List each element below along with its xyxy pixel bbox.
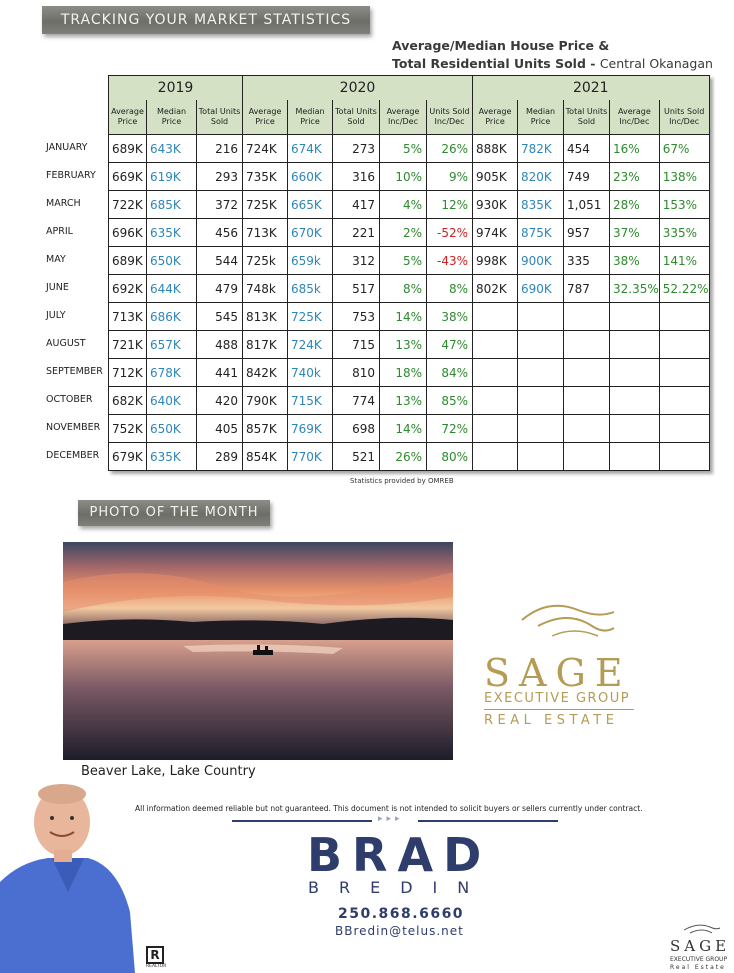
month-label: JUNE	[46, 282, 69, 293]
cell-2020-total-units: 273	[333, 135, 380, 163]
table-row	[109, 443, 710, 471]
cell-2021-total-units: 957	[564, 219, 610, 247]
cell-2021-avg-incdec	[610, 303, 660, 331]
table-row	[109, 359, 710, 387]
cell-2021-median-price: 835K	[518, 191, 564, 219]
cell-2020-avg-incdec: 13%	[380, 387, 427, 415]
small-sage-word: SAGE	[670, 937, 731, 955]
cell-2021-avg-incdec: 28%	[610, 191, 660, 219]
cell-2019-avg-price: 669K	[109, 163, 147, 191]
cell-2020-median-price: 724K	[288, 331, 333, 359]
cell-2020-avg-incdec: 14%	[380, 303, 427, 331]
cell-2021-avg-incdec	[610, 415, 660, 443]
table-row	[109, 219, 710, 247]
divider-right	[418, 820, 558, 822]
cell-2020-avg-incdec: 2%	[380, 219, 427, 247]
realtor-r-icon: R	[146, 946, 164, 964]
cell-2020-units-incdec: 9%	[427, 163, 473, 191]
cell-2020-median-price: 685k	[288, 275, 333, 303]
cell-2021-total-units	[564, 387, 610, 415]
cell-2020-total-units: 221	[333, 219, 380, 247]
cell-2020-total-units: 312	[333, 247, 380, 275]
cell-2021-avg-price: 974K	[473, 219, 518, 247]
chart-title-main: Total Residential Units Sold	[392, 56, 586, 71]
table-row	[109, 331, 710, 359]
cell-2020-avg-price: 725K	[243, 191, 288, 219]
cell-2019-total-units: 545	[197, 303, 243, 331]
cell-2020-avg-incdec: 4%	[380, 191, 427, 219]
table-row	[109, 191, 710, 219]
col-2021-total-units: Total Units Sold	[564, 100, 610, 135]
cell-2021-units-incdec	[659, 331, 709, 359]
col-2021-average-price: Average Price	[473, 100, 518, 135]
photo-banner-text: PHOTO OF THE MONTH	[89, 505, 259, 520]
cell-2021-units-incdec: 52.22%	[659, 275, 709, 303]
table-row	[109, 387, 710, 415]
cell-2020-median-price: 674K	[288, 135, 333, 163]
cell-2021-avg-incdec: 37%	[610, 219, 660, 247]
cell-2020-avg-price: 713K	[243, 219, 288, 247]
month-label: OCTOBER	[46, 394, 93, 405]
chart-title-separator: -	[585, 56, 600, 71]
cell-2021-median-price	[518, 443, 564, 471]
cell-2019-median-price: 643K	[147, 135, 197, 163]
cell-2019-median-price: 640K	[147, 387, 197, 415]
cell-2021-median-price	[518, 331, 564, 359]
disclaimer-text: All information deemed reliable but not guaranteed. This document is not intended to solicit buyers or sellers currently under contract.	[135, 804, 643, 813]
cell-2020-avg-price: 735K	[243, 163, 288, 191]
table-row	[109, 415, 710, 443]
cell-2021-median-price: 690K	[518, 275, 564, 303]
cell-2020-total-units: 774	[333, 387, 380, 415]
cell-2020-median-price: 770K	[288, 443, 333, 471]
col-2019-average-price: Average Price	[109, 100, 147, 135]
month-label: NOVEMBER	[46, 422, 101, 433]
cell-2019-median-price: 644K	[147, 275, 197, 303]
cell-2020-units-incdec: 47%	[427, 331, 473, 359]
cell-2020-units-incdec: 26%	[427, 135, 473, 163]
small-sage-line2: Real Estate	[670, 964, 726, 971]
cell-2021-units-incdec	[659, 443, 709, 471]
month-label: SEPTEMBER	[46, 366, 103, 377]
chart-title-line1: Average/Median House Price &	[392, 38, 610, 53]
table-row	[109, 135, 710, 163]
agent-phone: 250.868.6660	[338, 906, 465, 922]
cell-2019-median-price: 650K	[147, 247, 197, 275]
chart-title-region: Central Okanagan	[599, 56, 713, 71]
cell-2020-median-price: 670K	[288, 219, 333, 247]
cell-2020-avg-incdec: 13%	[380, 331, 427, 359]
cell-2021-avg-price: 888K	[473, 135, 518, 163]
cell-2019-avg-price: 712K	[109, 359, 147, 387]
cell-2019-total-units: 293	[197, 163, 243, 191]
cell-2019-total-units: 420	[197, 387, 243, 415]
cell-2021-total-units: 1,051	[564, 191, 610, 219]
cell-2021-units-incdec: 138%	[659, 163, 709, 191]
cell-2020-total-units: 517	[333, 275, 380, 303]
cell-2019-avg-price: 689K	[109, 135, 147, 163]
market-statistics-table	[108, 75, 710, 471]
cell-2020-units-incdec: 72%	[427, 415, 473, 443]
month-label: MAY	[46, 254, 66, 265]
cell-2021-total-units: 749	[564, 163, 610, 191]
cell-2020-units-incdec: 12%	[427, 191, 473, 219]
cell-2019-total-units: 456	[197, 219, 243, 247]
col-2019-median-price: Median Price	[147, 100, 197, 135]
cell-2021-units-incdec	[659, 415, 709, 443]
realtor-label: REALTOR	[146, 964, 167, 969]
cell-2019-total-units: 544	[197, 247, 243, 275]
cell-2020-avg-price: 724K	[243, 135, 288, 163]
cell-2019-median-price: 685K	[147, 191, 197, 219]
sage-logo-line2: REAL ESTATE	[484, 713, 619, 728]
sage-logo-word: SAGE	[484, 651, 632, 695]
year-header-row	[109, 76, 710, 101]
cell-2019-avg-price: 713K	[109, 303, 147, 331]
cell-2021-median-price	[518, 387, 564, 415]
cell-2019-median-price: 635K	[147, 443, 197, 471]
cell-2021-median-price	[518, 303, 564, 331]
chart-title-line2	[392, 56, 713, 71]
cell-2019-avg-price: 689K	[109, 247, 147, 275]
small-sage-logo	[668, 922, 734, 972]
cell-2021-avg-incdec	[610, 359, 660, 387]
month-label: DECEMBER	[46, 450, 100, 461]
cell-2021-total-units	[564, 331, 610, 359]
market-stats-banner-text: TRACKING YOUR MARKET STATISTICS	[60, 12, 352, 28]
cell-2020-median-price: 769K	[288, 415, 333, 443]
cell-2020-avg-incdec: 14%	[380, 415, 427, 443]
cell-2019-avg-price: 721K	[109, 331, 147, 359]
cell-2021-median-price: 820K	[518, 163, 564, 191]
cell-2021-avg-incdec: 23%	[610, 163, 660, 191]
sage-logo-divider	[484, 709, 634, 710]
year-2021-header: 2021	[473, 76, 710, 101]
cell-2021-avg-price: 802K	[473, 275, 518, 303]
cell-2021-avg-incdec	[610, 331, 660, 359]
cell-2021-total-units: 454	[564, 135, 610, 163]
cell-2020-total-units: 316	[333, 163, 380, 191]
cell-2021-avg-price	[473, 387, 518, 415]
cell-2019-avg-price: 722K	[109, 191, 147, 219]
cell-2020-median-price: 715K	[288, 387, 333, 415]
realtor-logo	[146, 946, 166, 970]
col-2021-median-price: Median Price	[518, 100, 564, 135]
cell-2021-median-price	[518, 359, 564, 387]
cell-2020-units-incdec: 38%	[427, 303, 473, 331]
cell-2021-total-units: 335	[564, 247, 610, 275]
year-2019-header: 2019	[109, 76, 243, 101]
cell-2020-median-price: 665K	[288, 191, 333, 219]
cell-2020-units-incdec: -43%	[427, 247, 473, 275]
cell-2020-avg-price: 857K	[243, 415, 288, 443]
market-stats-banner	[42, 6, 370, 34]
agent-email: BBredin@telus.net	[335, 924, 464, 938]
table-row	[109, 163, 710, 191]
cell-2019-median-price: 657K	[147, 331, 197, 359]
cell-2021-avg-incdec: 32.35%	[610, 275, 660, 303]
column-header-row	[109, 100, 710, 135]
cell-2020-units-incdec: 80%	[427, 443, 473, 471]
cell-2020-units-incdec: -52%	[427, 219, 473, 247]
cell-2020-units-incdec: 84%	[427, 359, 473, 387]
month-label: FEBRUARY	[46, 170, 96, 181]
sage-logo-line1: EXECUTIVE GROUP	[484, 691, 631, 706]
cell-2021-avg-incdec	[610, 443, 660, 471]
cell-2019-avg-price: 752K	[109, 415, 147, 443]
cell-2021-units-incdec: 67%	[659, 135, 709, 163]
cell-2021-units-incdec	[659, 359, 709, 387]
month-label: MARCH	[46, 198, 81, 209]
col-2019-total-units: Total Units Sold	[197, 100, 243, 135]
table-row	[109, 303, 710, 331]
cell-2020-total-units: 715	[333, 331, 380, 359]
cell-2021-avg-incdec	[610, 387, 660, 415]
divider-arrows-icon: ▸▸▸	[378, 814, 404, 824]
year-2020-header: 2020	[243, 76, 473, 101]
cell-2021-units-incdec: 335%	[659, 219, 709, 247]
cell-2021-avg-incdec: 16%	[610, 135, 660, 163]
col-2021-average-incdec: Average Inc/Dec	[610, 100, 660, 135]
cell-2019-median-price: 635K	[147, 219, 197, 247]
cell-2019-avg-price: 696K	[109, 219, 147, 247]
cell-2021-median-price	[518, 415, 564, 443]
month-label: APRIL	[46, 226, 73, 237]
cell-2019-median-price: 678K	[147, 359, 197, 387]
cell-2021-avg-price	[473, 331, 518, 359]
sage-leaf-icon	[518, 596, 618, 644]
cell-2021-avg-price	[473, 443, 518, 471]
cell-2020-avg-price: 748k	[243, 275, 288, 303]
cell-2019-median-price: 650K	[147, 415, 197, 443]
col-2020-median-price: Median Price	[288, 100, 333, 135]
photo-banner	[78, 500, 270, 526]
cell-2021-total-units	[564, 415, 610, 443]
cell-2020-median-price: 740k	[288, 359, 333, 387]
col-2020-total-units: Total Units Sold	[333, 100, 380, 135]
col-2020-units-incdec: Units Sold Inc/Dec	[427, 100, 473, 135]
source-note: Statistics provided by OMREB	[350, 477, 454, 485]
cell-2021-avg-price: 930K	[473, 191, 518, 219]
cell-2020-avg-price: 790K	[243, 387, 288, 415]
cell-2019-total-units: 216	[197, 135, 243, 163]
small-sage-line1: EXECUTIVE GROUP	[670, 956, 728, 963]
cell-2019-avg-price: 692K	[109, 275, 147, 303]
agent-last-name: BREDIN	[308, 878, 490, 897]
cell-2020-avg-incdec: 5%	[380, 135, 427, 163]
cell-2019-avg-price: 679K	[109, 443, 147, 471]
cell-2021-avg-incdec: 38%	[610, 247, 660, 275]
cell-2021-avg-price: 998K	[473, 247, 518, 275]
cell-2020-avg-price: 813K	[243, 303, 288, 331]
cell-2021-median-price: 900K	[518, 247, 564, 275]
cell-2019-total-units: 405	[197, 415, 243, 443]
cell-2020-total-units: 810	[333, 359, 380, 387]
cell-2019-total-units: 289	[197, 443, 243, 471]
cell-2021-units-incdec	[659, 303, 709, 331]
agent-first-name: BRAD	[307, 828, 492, 882]
cell-2020-total-units: 521	[333, 443, 380, 471]
cell-2020-avg-incdec: 10%	[380, 163, 427, 191]
table-row	[109, 275, 710, 303]
cell-2021-avg-price	[473, 303, 518, 331]
cell-2021-total-units	[564, 443, 610, 471]
month-label: JANUARY	[46, 142, 88, 153]
cell-2019-avg-price: 682K	[109, 387, 147, 415]
cell-2020-median-price: 660K	[288, 163, 333, 191]
cell-2019-median-price: 619K	[147, 163, 197, 191]
cell-2020-avg-price: 842K	[243, 359, 288, 387]
photo-caption: Beaver Lake, Lake Country	[81, 764, 256, 779]
cell-2020-avg-price: 725k	[243, 247, 288, 275]
cell-2021-total-units	[564, 303, 610, 331]
cell-2021-median-price: 875K	[518, 219, 564, 247]
col-2020-average-price: Average Price	[243, 100, 288, 135]
cell-2020-median-price: 659k	[288, 247, 333, 275]
agent-portrait	[0, 782, 135, 973]
table-body	[109, 135, 710, 471]
cell-2019-total-units: 372	[197, 191, 243, 219]
table-row	[109, 247, 710, 275]
cell-2019-total-units: 479	[197, 275, 243, 303]
cell-2020-avg-incdec: 8%	[380, 275, 427, 303]
cell-2020-units-incdec: 8%	[427, 275, 473, 303]
cell-2020-total-units: 753	[333, 303, 380, 331]
cell-2019-total-units: 441	[197, 359, 243, 387]
cell-2021-avg-price: 905K	[473, 163, 518, 191]
divider-left	[232, 820, 372, 822]
cell-2020-avg-price: 854K	[243, 443, 288, 471]
cell-2021-units-incdec: 153%	[659, 191, 709, 219]
cell-2020-avg-price: 817K	[243, 331, 288, 359]
cell-2020-median-price: 725K	[288, 303, 333, 331]
cell-2021-avg-price	[473, 415, 518, 443]
cell-2020-total-units: 417	[333, 191, 380, 219]
cell-2021-units-incdec: 141%	[659, 247, 709, 275]
col-2021-units-incdec: Units Sold Inc/Dec	[659, 100, 709, 135]
cell-2020-avg-incdec: 18%	[380, 359, 427, 387]
cell-2020-avg-incdec: 26%	[380, 443, 427, 471]
cell-2020-total-units: 698	[333, 415, 380, 443]
month-label: AUGUST	[46, 338, 86, 349]
cell-2020-avg-incdec: 5%	[380, 247, 427, 275]
cell-2019-median-price: 686K	[147, 303, 197, 331]
cell-2021-total-units: 787	[564, 275, 610, 303]
cell-2019-total-units: 488	[197, 331, 243, 359]
cell-2021-total-units	[564, 359, 610, 387]
col-2020-average-incdec: Average Inc/Dec	[380, 100, 427, 135]
cell-2021-units-incdec	[659, 387, 709, 415]
sunset-lake-photo	[63, 542, 453, 760]
month-label: JULY	[46, 310, 66, 321]
cell-2020-units-incdec: 85%	[427, 387, 473, 415]
cell-2021-median-price: 782K	[518, 135, 564, 163]
cell-2021-avg-price	[473, 359, 518, 387]
small-sage-leaf-icon	[682, 922, 722, 936]
